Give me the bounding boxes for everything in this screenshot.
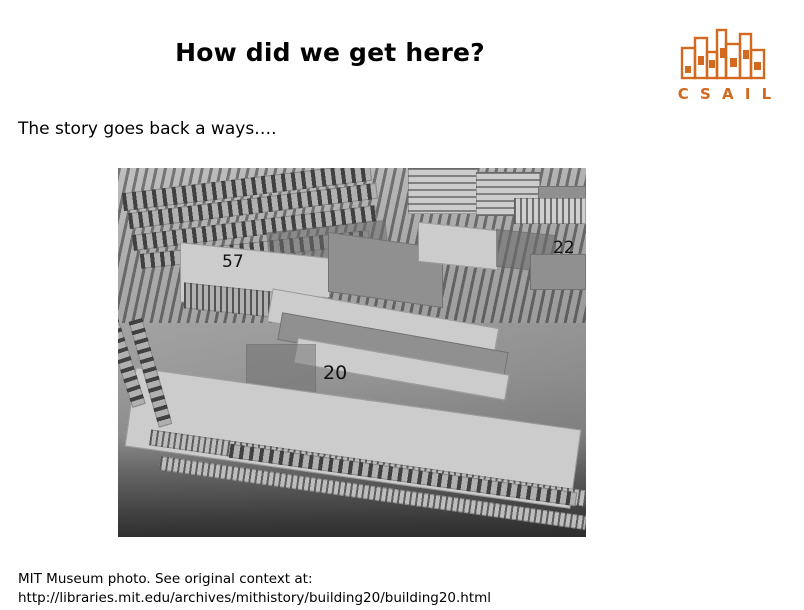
- photo-detail: [514, 198, 586, 224]
- aerial-photo: [118, 168, 586, 537]
- photo-detail: [530, 254, 586, 290]
- page-title: How did we get here?: [175, 38, 485, 67]
- photo-detail: [408, 168, 478, 214]
- caption-line-2: http://libraries.mit.edu/archives/mithistory/building20/building20.html: [18, 590, 492, 606]
- photo-canvas: [118, 168, 586, 537]
- csail-logo: [676, 22, 776, 107]
- csail-skyline-icon: [676, 22, 776, 84]
- caption-line-1: MIT Museum photo. See original context at:: [18, 571, 313, 587]
- body-text: The story goes back a ways….: [18, 119, 277, 139]
- photo-label-57: 57: [222, 252, 244, 272]
- photo-label-22: 22: [553, 238, 575, 258]
- photo-detail: [418, 222, 498, 270]
- photo-label-20: 20: [323, 362, 348, 384]
- csail-wordmark: C S A I L: [677, 85, 775, 103]
- caption: [18, 570, 491, 608]
